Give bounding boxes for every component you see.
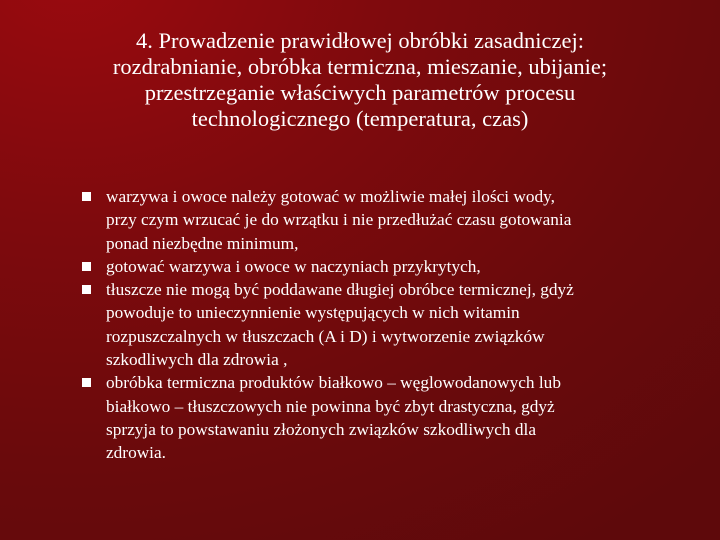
bullet-text-line: sprzyja to powstawaniu złożonych związków szkodliwych dla xyxy=(106,419,536,439)
bullet-text-line: przy czym wrzucać je do wrzątku i nie przedłużać czasu gotowania xyxy=(106,210,572,230)
bullet-text-line: obróbka termiczna produktów białkowo – węglowodanowych lub xyxy=(106,373,561,393)
square-bullet-icon xyxy=(82,285,91,294)
bullet-list xyxy=(82,185,682,465)
title-line: technologicznego (temperatura, czas) xyxy=(191,106,529,131)
bullet-text-line: białkowo – tłuszczowych nie powinna być zbyt drastyczna, gdyż xyxy=(106,396,555,416)
bullet-text-line: warzywa i owoce należy gotować w możliwie małej ilości wody, xyxy=(106,187,555,206)
bullet-text-line: ponad niezbędne minimum, xyxy=(106,233,299,253)
bullet-text-line: zdrowia. xyxy=(106,443,166,463)
title-line: rozdrabnianie, obróbka termiczna, mieszanie, ubijanie; xyxy=(112,54,608,79)
bullet-item xyxy=(82,255,682,278)
title-line: przestrzeganie właściwych parametrów procesu xyxy=(144,80,576,105)
bullet-item xyxy=(82,185,682,255)
bullet-text-line: tłuszcze nie mogą być poddawane długiej obróbce termicznej, gdyż xyxy=(106,280,574,300)
bullet-text-line: powoduje to unieczynnienie występujących w nich witamin xyxy=(106,303,520,323)
bullet-item xyxy=(82,371,682,464)
square-bullet-icon xyxy=(82,378,91,387)
title-line: 4. Prowadzenie prawidłowej obróbki zasadniczej: xyxy=(136,28,584,53)
square-bullet-icon xyxy=(82,192,91,201)
bullet-text-line: rozpuszczalnych w tłuszczach (A i D) i wytworzenie związków xyxy=(106,326,545,346)
bullet-text-line: gotować warzywa i owoce w naczyniach przykrytych, xyxy=(106,256,481,276)
bullet-item xyxy=(82,278,682,371)
bullet-text-line: szkodliwych dla zdrowia , xyxy=(106,350,288,370)
square-bullet-icon xyxy=(82,262,91,271)
slide-title xyxy=(50,28,670,132)
